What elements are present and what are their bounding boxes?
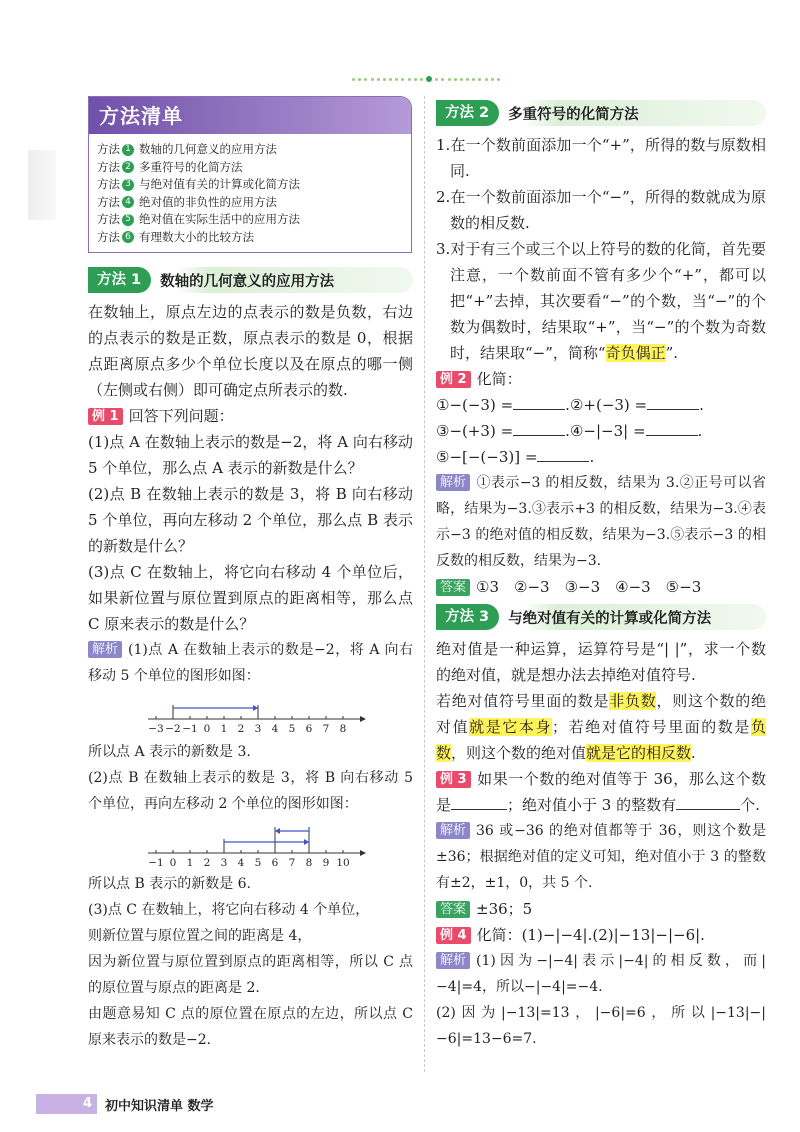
method2-tag: 方法 2 (436, 100, 499, 126)
example3-question: 例 3 如果一个数的绝对值等于 36，那么这个数是 ；绝对值小于 3 的整数有 个. (436, 770, 766, 814)
tick-label: 5 (254, 857, 262, 867)
highlight: 就是它本身 (469, 718, 553, 736)
tick-label: 8 (305, 857, 313, 867)
answer-tag: 答案 (436, 579, 470, 596)
example-tag: 例 4 (436, 927, 471, 944)
column-divider (424, 96, 426, 1072)
tick-label: 0 (169, 857, 177, 867)
example4-analysis-1: 解析 (1)因为−|−4|表示|−4|的相反数，而|−4|=4，所以−|−4|=−4. (436, 953, 766, 995)
example-tag: 例 1 (88, 408, 123, 425)
method3-tag: 方法 3 (436, 604, 499, 630)
highlight: 非负数 (609, 692, 657, 710)
example1-q3: (3)点 C 在数轴上，将它向右移动 4 个单位后，如果新位置与原位置到原点的距离相等，那么点 C 原来表示的数是什么？ (88, 563, 413, 633)
analysis-tag: 解析 (436, 822, 470, 839)
analysis-tag: 解析 (88, 641, 122, 658)
example2-line1: ①−(−3) = .②+(−3) = . (436, 396, 704, 414)
method1-intro: 在数轴上，原点左边的点表示的数是负数，右边的点表示的数是正数，原点表示的数是 0，根据点距离原点多少个单位长度以及在原点的哪一侧（左侧或右侧）即可确定点所表示的数. (88, 303, 413, 399)
analysis-tag: 解析 (436, 474, 470, 491)
method3-header (436, 604, 766, 630)
example1-question: 例 1 回答下列问题： (88, 403, 413, 429)
tick-label: −2 (165, 723, 181, 735)
method-item: 方法 5 绝对值在实际生活中的应用方法 (97, 212, 300, 226)
example1-analysis-2: (2)点 B 在数轴上表示的数是 3，将 B 向右移动 5 个单位，再向左移动 2 个单位的图形如图： (88, 770, 413, 812)
tick-label: 6 (271, 857, 279, 867)
highlight: 奇负偶正 (605, 344, 666, 362)
analysis-tag: 解析 (436, 952, 470, 969)
example-tag: 例 2 (436, 371, 471, 388)
left-column (88, 96, 413, 1053)
example1-analysis-3-line1: (3)点 C 在数轴上，将它向右移动 4 个单位， (88, 902, 370, 918)
top-decoration (352, 76, 500, 82)
method3-title: 与绝对值有关的计算或化简方法 (508, 610, 712, 627)
tick-label: 9 (322, 857, 330, 867)
method-item: 方法 4 绝对值的非负性的应用方法 (97, 194, 277, 209)
tick-label: −3 (148, 723, 164, 735)
method2-rule1: 1.在一个数前面添加一个“+”，所得的数与原数相同. (436, 136, 766, 180)
tick-label: −1 (182, 723, 198, 735)
tick-label: 3 (220, 857, 228, 867)
method3-rule: 若绝对值符号里面的数是非负数，则这个数的绝对值就是它本身；若绝对值符号里面的数是负数，则这个数的绝对值就是它的相反数. (436, 692, 766, 762)
example1-result-2: 所以点 B 表示的新数是 6. (88, 876, 251, 892)
number-line-2 (88, 823, 413, 867)
method-item: 方法 1 数轴的几何意义的应用方法 (97, 142, 277, 156)
method2-header (436, 100, 766, 126)
method3-intro: 绝对值是一种运算，运算符号是“| |”，求一个数的绝对值，就是想办法去掉绝对值符号. (436, 640, 766, 684)
example1-analysis-1: 解析 (1)点 A 在数轴上表示的数是−2，将 A 向右移动 5 个单位的图形如图： (88, 642, 413, 684)
method-item: 方法 2 多重符号的化简方法 (97, 159, 243, 174)
method2-rule3: 3.对于有三个或三个以上符号的数的化简，首先要注意，一个数前面不管有多少个“+”，都可以把“+”去掉，其次要看“−”的个数，当“−”的个数为偶数时，结果取“+”，当“−”的个数为奇数时，结果取“−”，简称“奇负偶正”. (436, 240, 766, 362)
method1-title: 数轴的几何意义的应用方法 (160, 273, 335, 290)
method2-title: 多重符号的化简方法 (508, 106, 639, 123)
method-item: 方法 3 与绝对值有关的计算或化简方法 (97, 177, 300, 191)
tick-label: 10 (336, 857, 350, 867)
tick-label: 1 (186, 857, 194, 867)
left-decoration (28, 150, 56, 220)
page-number: 4 (36, 1094, 97, 1114)
tick-label: 2 (203, 857, 211, 867)
method1-header (88, 267, 413, 293)
tick-label: 8 (339, 723, 347, 735)
book-title: 初中知识清单 数学 (105, 1098, 214, 1114)
example1-analysis-3-line3: 因为新位置与原位置到原点的距离相等，所以 C 点的原位置与原点的距离是 2. (88, 954, 413, 996)
methods-box-title: 方法清单 (89, 97, 411, 134)
method2-rule2: 2.在一个数前面添加一个“−”，所得的数就成为原数的相反数. (436, 188, 766, 232)
number-line-1 (88, 695, 413, 735)
example1-result-1: 所以点 A 表示的新数是 3. (88, 744, 251, 760)
methods-list (89, 134, 411, 252)
tick-label: 4 (237, 857, 245, 867)
tick-label: 4 (271, 723, 279, 735)
tick-label: 3 (254, 723, 262, 735)
example1-q1: (1)点 A 在数轴上表示的数是−2，将 A 向右移动 5 个单位，那么点 A 表示的新数是什么？ (88, 433, 413, 477)
tick-label: 7 (288, 857, 296, 867)
tick-label: 2 (237, 723, 245, 735)
highlight: 就是它的相反数 (586, 744, 692, 762)
highlight: 负数 (436, 718, 766, 762)
right-column (436, 96, 766, 1052)
answer-tag: 答案 (436, 901, 470, 918)
example-tag: 例 3 (436, 771, 471, 788)
tick-label: 6 (305, 723, 313, 735)
tick-label: 1 (220, 723, 228, 735)
tick-label: 7 (322, 723, 330, 735)
example2-answer: 答案 ①3 ②−3 ③−3 ④−3 ⑤−3 (436, 574, 766, 600)
tick-label: 5 (288, 723, 296, 735)
method1-tag: 方法 1 (88, 267, 151, 293)
example1-q2: (2)点 B 在数轴上表示的数是 3，将 B 向右移动 5 个单位，再向左移动 2 个单位，那么点 B 表示的新数是什么？ (88, 485, 413, 555)
tick-label: −1 (148, 857, 164, 867)
example2-line3: ⑤−[−(−3)] = . (436, 448, 595, 466)
example1-analysis-3-line4: 由题意易知 C 点的原位置在原点的左边，所以点 C 原来表示的数是−2. (88, 1006, 413, 1048)
tick-label: 0 (203, 723, 211, 735)
example3-answer: 答案 ±36；5 (436, 896, 766, 922)
example4-analysis-2: (2)因为|−13|=13，|−6|=6，所以|−13|−|−6|=13−6=7. (436, 1005, 766, 1047)
example3-analysis: 解析 36 或−36 的绝对值都等于 36，则这个数是±36；根据绝对值的定义可知，绝对值小于 3 的整数有±2，±1，0，共 5 个. (436, 823, 766, 891)
methods-box (88, 96, 412, 253)
example2-analysis: 解析 ①表示−3 的相反数，结果为 3.②正号可以省略，结果为−3.③表示+3 的相反数，结果为−3.④表示−3 的绝对值的相反数，结果为−3.⑤表示−3 的相反数的相反数，结果为−3. (436, 475, 766, 569)
method-item: 方法 6 有理数大小的比较方法 (97, 229, 254, 244)
example4-question: 例 4 化简：(1)−|−4|.(2)|−13|−|−6|. (436, 922, 766, 948)
example2-line2: ③−(+3) = .④−|−3| = . (436, 422, 703, 440)
example2-title: 例 2 化简： (436, 366, 766, 392)
footer (36, 1094, 214, 1114)
example1-analysis-3-line2: 则新位置与原位置之间的距离是 4， (88, 928, 312, 944)
